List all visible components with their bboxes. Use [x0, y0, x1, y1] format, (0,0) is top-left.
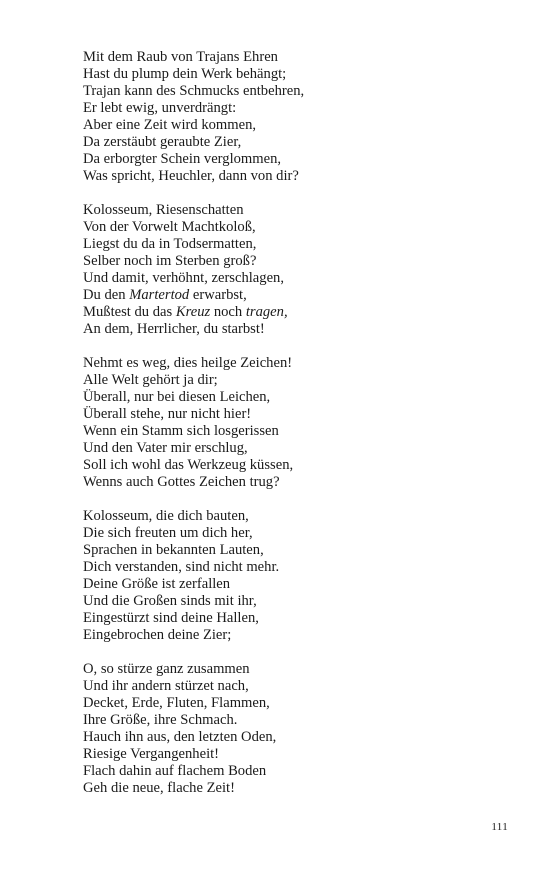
poem-line — [83, 525, 503, 542]
poem-line — [83, 372, 503, 389]
line-text: Von der Vorwelt Machtkoloß, — [83, 219, 256, 235]
line-text: Hast du plump dein Werk behängt; — [83, 66, 287, 82]
line-text: Ihre Größe, ihre Schmach. — [83, 712, 238, 728]
poem-line — [83, 49, 503, 66]
poem-line — [83, 406, 503, 423]
poem-line — [83, 355, 503, 372]
poem-line — [83, 559, 503, 576]
line-text: Deine Größe ist zerfallen — [83, 576, 231, 592]
italic-text: Martertod — [129, 287, 190, 303]
line-text: Da zerstäubt geraubte Zier, — [83, 134, 242, 150]
line-text: Dich verstanden, sind nicht mehr. — [83, 559, 280, 575]
italic-text: tragen, — [245, 304, 288, 320]
stanza — [83, 661, 503, 797]
italic-text: Kreuz — [175, 304, 211, 320]
poem-line — [83, 746, 503, 763]
line-text: Und damit, verhöhnt, zerschlagen, — [83, 270, 285, 286]
line-text: Kolosseum, Riesenschatten — [83, 202, 244, 218]
line-text: Und den Vater mir erschlug, — [83, 440, 248, 456]
poem-line — [83, 763, 503, 780]
line-text: Die sich freuten um dich her, — [83, 525, 253, 541]
line-text: noch — [210, 304, 246, 320]
poem-line — [83, 457, 503, 474]
poem-line — [83, 83, 503, 100]
poem-line — [83, 661, 503, 678]
poem-line — [83, 117, 503, 134]
line-text: Mußtest du das — [83, 304, 176, 320]
poem-line — [83, 695, 503, 712]
line-text: Eingestürzt sind deine Hallen, — [83, 610, 259, 626]
line-text: Und ihr andern stürzet nach, — [83, 678, 249, 694]
poem-line — [83, 287, 503, 304]
poem-line — [83, 236, 503, 253]
line-text: O, so stürze ganz zusammen — [83, 661, 250, 677]
poem-line — [83, 219, 503, 236]
stanza — [83, 508, 503, 644]
line-text: Hauch ihn aus, den letzten Oden, — [83, 729, 277, 745]
poem-line — [83, 440, 503, 457]
poem-line — [83, 168, 503, 185]
line-text: Eingebrochen deine Zier; — [83, 627, 232, 643]
line-text: Trajan kann des Schmucks entbehren, — [83, 83, 305, 99]
line-text: Wenn ein Stamm sich losgerissen — [83, 423, 279, 439]
poem-line — [83, 627, 503, 644]
line-text: Selber noch im Sterben groß? — [83, 253, 257, 269]
poem-line — [83, 729, 503, 746]
poem-line — [83, 270, 503, 287]
poem-line — [83, 474, 503, 491]
line-text: Da erborgter Schein verglommen, — [83, 151, 282, 167]
poem-line — [83, 542, 503, 559]
line-text: Was spricht, Heuchler, dann von dir? — [83, 168, 299, 184]
poem-line — [83, 389, 503, 406]
poem-line — [83, 593, 503, 610]
line-text: Kolosseum, die dich bauten, — [83, 508, 249, 524]
line-text: Nehmt es weg, dies heilge Zeichen! — [83, 355, 293, 371]
poem-line — [83, 100, 503, 117]
line-text: Liegst du da in Todsermatten, — [83, 236, 257, 252]
line-text: erwarbst, — [189, 287, 247, 303]
stanza — [83, 49, 503, 185]
line-text: Überall, nur bei diesen Leichen, — [83, 389, 271, 405]
line-text: Flach dahin auf flachem Boden — [83, 763, 267, 779]
poem-line — [83, 423, 503, 440]
line-text: Mit dem Raub von Trajans Ehren — [83, 49, 278, 65]
line-text: An dem, Herrlicher, du starbst! — [83, 321, 265, 337]
page-number: 111 — [491, 821, 508, 833]
line-text: Alle Welt gehört ja dir; — [83, 372, 218, 388]
line-text: Und die Großen sinds mit ihr, — [83, 593, 257, 609]
poem-line — [83, 151, 503, 168]
stanza — [83, 355, 503, 491]
line-text: Du den — [83, 287, 130, 303]
poem-line — [83, 576, 503, 593]
line-text: Soll ich wohl das Werkzeug küssen, — [83, 457, 294, 473]
poem-line — [83, 253, 503, 270]
poem-line — [83, 66, 503, 83]
poem-line — [83, 610, 503, 627]
stanza — [83, 202, 503, 338]
line-text: Aber eine Zeit wird kommen, — [83, 117, 257, 133]
line-text: Er lebt ewig, unverdrängt: — [83, 100, 237, 116]
poem-line — [83, 678, 503, 695]
line-text: Geh die neue, flache Zeit! — [83, 780, 235, 796]
line-text: Decket, Erde, Fluten, Flammen, — [83, 695, 270, 711]
line-text: Riesige Vergangenheit! — [83, 746, 220, 762]
poem-line — [83, 508, 503, 525]
poem-line — [83, 780, 503, 797]
line-text: Überall stehe, nur nicht hier! — [83, 406, 252, 422]
poem-line — [83, 134, 503, 151]
poem-line — [83, 321, 503, 338]
line-text: Wenns auch Gottes Zeichen trug? — [83, 474, 280, 490]
line-text: Sprachen in bekannten Lauten, — [83, 542, 264, 558]
poem-line — [83, 202, 503, 219]
poem-body — [83, 49, 503, 814]
poem-line — [83, 712, 503, 729]
poem-line — [83, 304, 503, 321]
